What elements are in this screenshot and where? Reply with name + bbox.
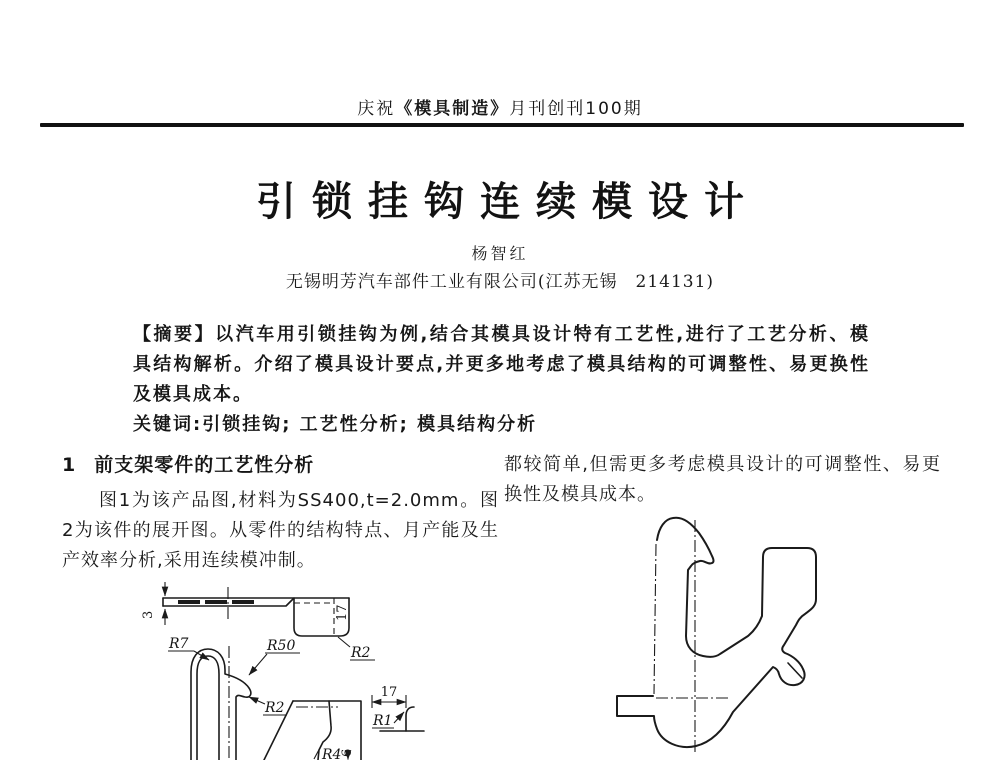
keywords-text: 引锁挂钩; 工艺性分析; 模具结构分析 — [202, 414, 538, 435]
journal-header-suffix: 月刊创刊100期 — [509, 99, 643, 119]
journal-header — [0, 94, 1000, 119]
hook-outer-contour — [191, 649, 251, 760]
figure2-unfolded-blank-drawing — [560, 500, 960, 760]
dim-3-label: 3 — [141, 610, 156, 619]
abstract-label: 【摘要】 — [133, 324, 216, 345]
blank-outline — [617, 518, 816, 747]
keywords-paragraph — [133, 410, 870, 440]
journal-header-prefix: 庆祝 — [357, 99, 396, 119]
blank-left-fold-line — [654, 544, 656, 694]
figure1-product-drawing — [88, 576, 448, 760]
r2-top-leader — [338, 637, 350, 647]
r1-corner-profile — [406, 707, 414, 731]
author-affiliation: 无锡明芳汽车部件工业有限公司(江苏无锡 214131) — [285, 272, 715, 292]
section-1-heading — [62, 450, 499, 480]
dim-17-side-label: 17 — [335, 604, 350, 621]
dim-6-label: 6 — [340, 748, 355, 757]
hook-inner-contour — [197, 656, 219, 760]
journal-name: 《模具制造》 — [395, 99, 510, 119]
abstract-text: 以汽车用引锁挂钩为例,结合其模具设计特有工艺性,进行了工艺分析、模具结构解析。介绍了模具设计要点,并更多地考虑了模具结构的可调整性、易更换性及模具成本。 — [133, 324, 870, 405]
section-1-right-paragraph: 都较简单,但需更多考虑模具设计的可调整性、易更换性及模具成本。 — [504, 454, 941, 505]
r1-leader — [394, 712, 404, 723]
abstract-paragraph — [133, 320, 870, 410]
section-1-left-paragraph: 图1为该产品图,材料为SS400,t=2.0mm。图2为该件的展开图。从零件的结构特点、月产能及生产效率分析,采用连续模冲制。 — [62, 490, 499, 571]
paper-title: 引锁挂钩连续模设计 — [256, 179, 760, 225]
header-rule — [40, 123, 964, 127]
keywords-label: 关键词: — [133, 414, 203, 435]
section-1-title: 前支架零件的工艺性分析 — [94, 454, 315, 476]
dim-17-detail-label: 17 — [380, 685, 398, 700]
r4-label: R4 — [322, 747, 342, 760]
r7-label: R7 — [169, 636, 189, 652]
r1-label: R1 — [373, 713, 393, 729]
r50-label: R50 — [267, 638, 296, 654]
abstract-block — [133, 320, 870, 440]
r2-top-label: R2 — [351, 645, 371, 661]
r50-leader — [249, 654, 267, 675]
r2-mid-leader — [249, 697, 265, 704]
author-name: 杨智红 — [471, 244, 529, 263]
r2-mid-label: R2 — [265, 700, 285, 716]
section-1-number: 1 — [62, 454, 77, 476]
left-column — [62, 450, 499, 576]
